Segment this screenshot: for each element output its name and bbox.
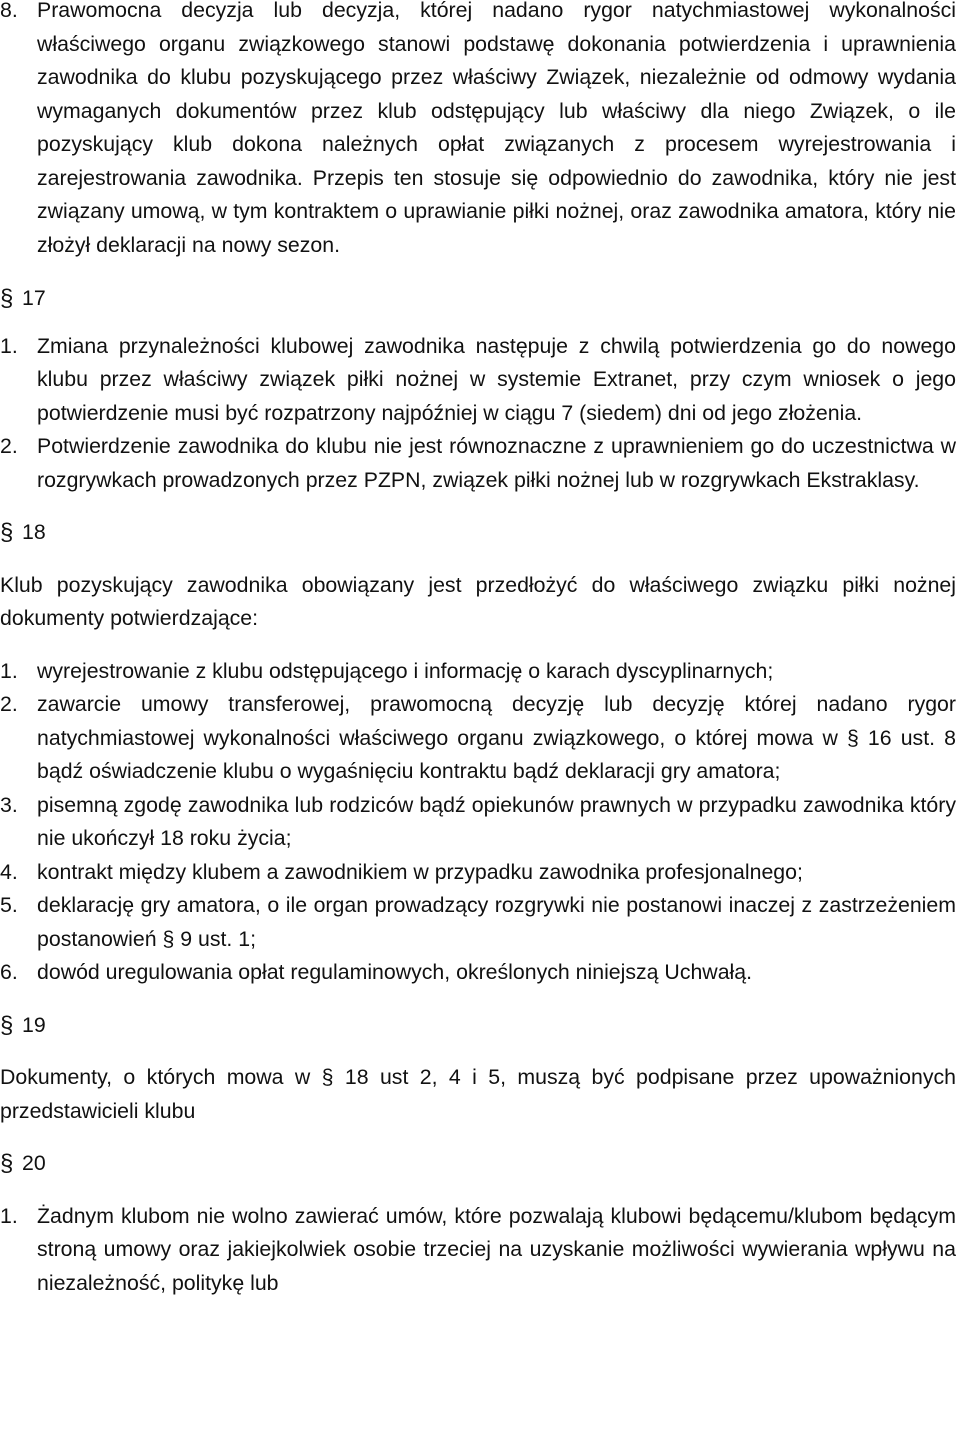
section-intro: Klub pozyskujący zawodnika obowiązany jest przedłożyć do właściwego związku piłki nożnej dokumenty potwierdzające: [0, 572, 956, 630]
list-item [0, 655, 956, 689]
list-item [0, 856, 956, 890]
list-item [0, 1200, 956, 1301]
item-text: pisemną zgodę zawodnika lub rodziców bądź opiekunów prawnych w przypadku zawodnika który nie ukończył 18 roku życia; [37, 792, 956, 850]
item-text: deklarację gry amatora, o ile organ prowadzący rozgrywki nie postanowi inaczej z zastrzeżeniem postanowień § 9 ust. 1; [37, 893, 956, 951]
section-heading-19 [0, 1009, 956, 1043]
section-symbol: § [0, 1011, 14, 1039]
section-symbol: § [0, 285, 14, 312]
item-text: wyrejestrowanie z klubu odstępującego i informację o karach dyscyplinarnych; [37, 658, 774, 683]
list-item [0, 956, 956, 990]
item-text: zawarcie umowy transferowej, prawomocną decyzję lub decyzję której nadano rygor natychmiastowej wykonalności właściwego organu związkowego, o której mowa w § 16 ust. 8 bądź oświadczenie klubu o wygaśnięciu kontraktu bądź deklaracji gry amatora; [37, 692, 956, 783]
item-number: 8. [0, 0, 18, 22]
section-paragraph: Dokumenty, o których mowa w § 18 ust 2, 4 i 5, muszą być podpisane przez upoważnionych przedstawicieli klubu [0, 1065, 956, 1123]
section-number: 18 [22, 520, 46, 544]
item-text: Potwierdzenie zawodnika do klubu nie jest równoznaczne z uprawnieniem go do uczestnictwa w rozgrywkach prowadzonych przez PZPN, związek piłki nożnej lub w rozgrywkach Ekstraklasy. [37, 434, 956, 492]
list-item [0, 430, 956, 497]
section-number: 17 [22, 286, 46, 310]
item-number: 6. [0, 960, 18, 984]
item-number: 2. [0, 692, 18, 716]
item-number: 2. [0, 434, 18, 458]
list-item [0, 330, 956, 431]
list-item [0, 688, 956, 789]
list-item [0, 0, 956, 262]
item-text: kontrakt między klubem a zawodnikiem w przypadku zawodnika profesjonalnego; [37, 859, 803, 884]
item-number: 5. [0, 893, 18, 917]
list-item [0, 789, 956, 856]
section-number: 19 [22, 1012, 46, 1037]
section-symbol: § [0, 1150, 14, 1177]
item-number: 4. [0, 859, 18, 884]
section-heading-18 [0, 516, 956, 550]
item-number: 3. [0, 792, 18, 817]
item-number: 1. [0, 333, 18, 358]
item-number: 1. [0, 658, 18, 683]
list-item [0, 889, 956, 956]
item-text: Prawomocna decyzja lub decyzja, której nadano rygor natychmiastowej wykonalności właściwego organu związkowego stanowi podstawę dokonania potwierdzenia i uprawnienia zawodnika do klubu pozyskującego przez właściwy Związek, niezależnie od odmowy wydania wymaganych dokumentów przez klub odstępujący lub właściwy dla niego Związek, o ile pozyskujący klub dokona należnych opłat związanych z procesem wyrejestrowania i zarejestrowania zawodnika. Przepis ten stosuje się odpowiednio do zawodnika, który nie jest związany umową, w tym kontraktem o uprawianie piłki nożnej, oraz zawodnika amatora, który nie złożył deklaracji na nowy sezon. [37, 0, 956, 257]
item-text: Żadnym klubom nie wolno zawierać umów, które pozwalają klubowi będącemu/klubom będącym stroną umowy oraz jakiejkolwiek osobie trzeciej na uzyskanie możliwości wywierania wpływu na niezależność, politykę lub [37, 1203, 956, 1295]
section-heading-17 [0, 282, 956, 316]
section-symbol: § [0, 519, 14, 546]
section-number: 20 [22, 1151, 46, 1175]
item-text: Zmiana przynależności klubowej zawodnika następuje z chwilą potwierdzenia go do nowego klubu przez właściwy związek piłki nożnej w systemie Extranet, przy czym wniosek o jego potwierdzenie musi być rozpatrzony najpóźniej w ciągu 7 (siedem) dni od jego złożenia. [37, 333, 956, 425]
item-text: dowód uregulowania opłat regulaminowych, określonych niniejszą Uchwałą. [37, 960, 753, 984]
item-number: 1. [0, 1203, 18, 1228]
section-heading-20 [0, 1147, 956, 1181]
